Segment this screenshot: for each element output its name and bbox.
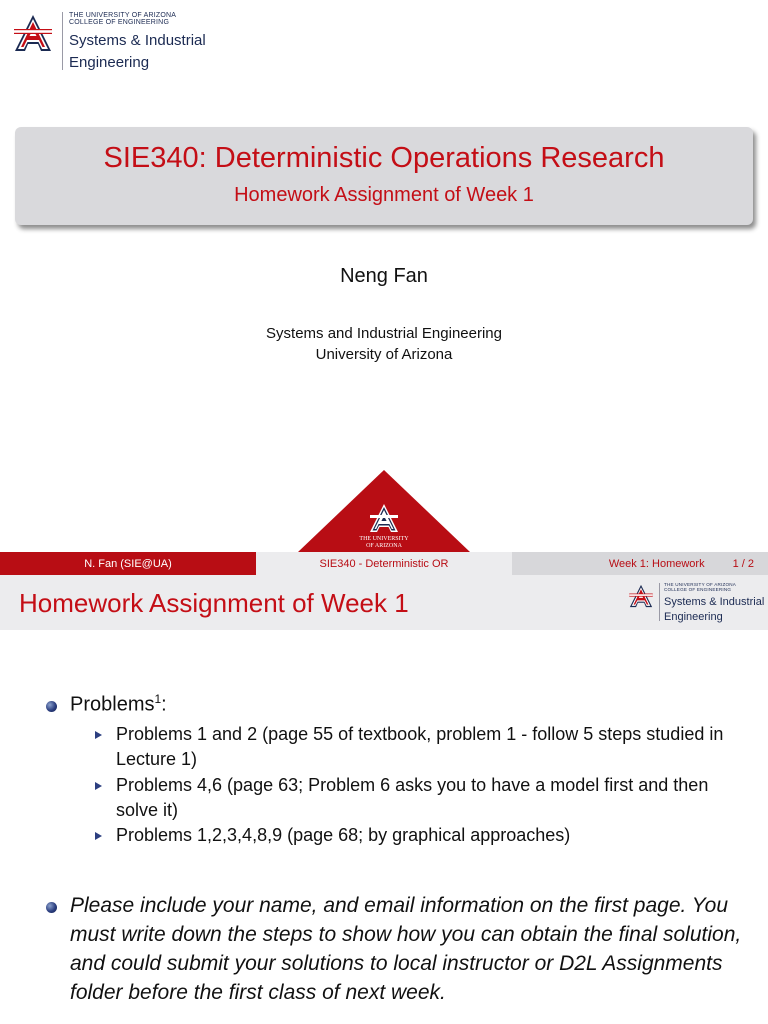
logo-university-line: THE UNIVERSITY OF ARIZONA [69,12,177,19]
logo-college-line: COLLEGE OF ENGINEERING [664,586,732,592]
arrow-bullet-icon [95,832,102,840]
footer-section [512,552,768,575]
arrow-bullet-icon [95,782,102,790]
arrow-bullet-icon [95,731,102,739]
problems-label: Problems [70,693,155,716]
university-seal-icon [298,470,470,552]
institution-department: Systems and Industrial Engineering [266,325,502,342]
institution-university: University of Arizona [315,346,453,363]
university-seal [298,470,470,552]
bullet-ball-icon [46,902,57,913]
logo-department-line1: Systems & Industrial [69,31,206,49]
list-item: Problems 4,6 (page 63; Problem 6 asks you to have a model first and then solve it) [116,775,709,820]
logo-department-line2: Engineering [664,610,723,623]
logo-department-line1: Systems & Industrial [664,595,765,608]
bullet-ball-icon [46,701,57,712]
title-block [15,127,753,225]
presentation-title: SIE340: Deterministic Operations Research [103,142,665,174]
seal-text-line1: THE UNIVERSITY [359,536,409,542]
presentation-subtitle: Homework Assignment of Week 1 [234,184,534,206]
slide-footer [0,552,768,575]
university-a-icon [12,12,54,54]
author-name: Neng Fan [340,265,428,287]
university-a-icon [628,583,654,609]
logo-text [664,583,764,623]
logo-divider [659,583,660,621]
logo-university-line: THE UNIVERSITY OF ARIZONA [664,582,737,587]
logo-department-line2: Engineering [69,54,150,72]
list-item: Problems 1,2,3,4,8,9 (page 68; by graphical approaches) [116,825,571,845]
logo-divider [62,12,63,70]
homework-slide [0,575,768,1024]
problems-heading [70,692,167,717]
seal-text-line2: OF ARIZONA [366,543,402,549]
footer-author: N. Fan (SIE@UA) [0,552,256,575]
frame-header [0,575,768,630]
logo-college-line: COLLEGE OF ENGINEERING [69,19,170,27]
logo-text [69,12,206,72]
ua-sie-logo [12,12,206,72]
submission-note: Please include your name, and email information on the first page. You must write down the steps to show how you can obtain the final solution, and could submit your solutions to local instructor or D2L Assignments folder before the first class of next week. [70,894,742,1004]
footer-course: SIE340 - Deterministic OR [256,552,512,575]
footnote-mark: 1 [154,692,162,706]
ua-sie-logo-small [628,583,764,623]
frame-title: Homework Assignment of Week 1 [19,588,409,618]
problems-colon: : [161,693,167,716]
list-item: Problems 1 and 2 (page 55 of textbook, problem 1 - follow 5 steps studied in Lecture 1) [116,724,724,769]
footer-page-number: 1 / 2 [732,557,754,570]
footer-section-label: Week 1: Homework [608,557,705,570]
